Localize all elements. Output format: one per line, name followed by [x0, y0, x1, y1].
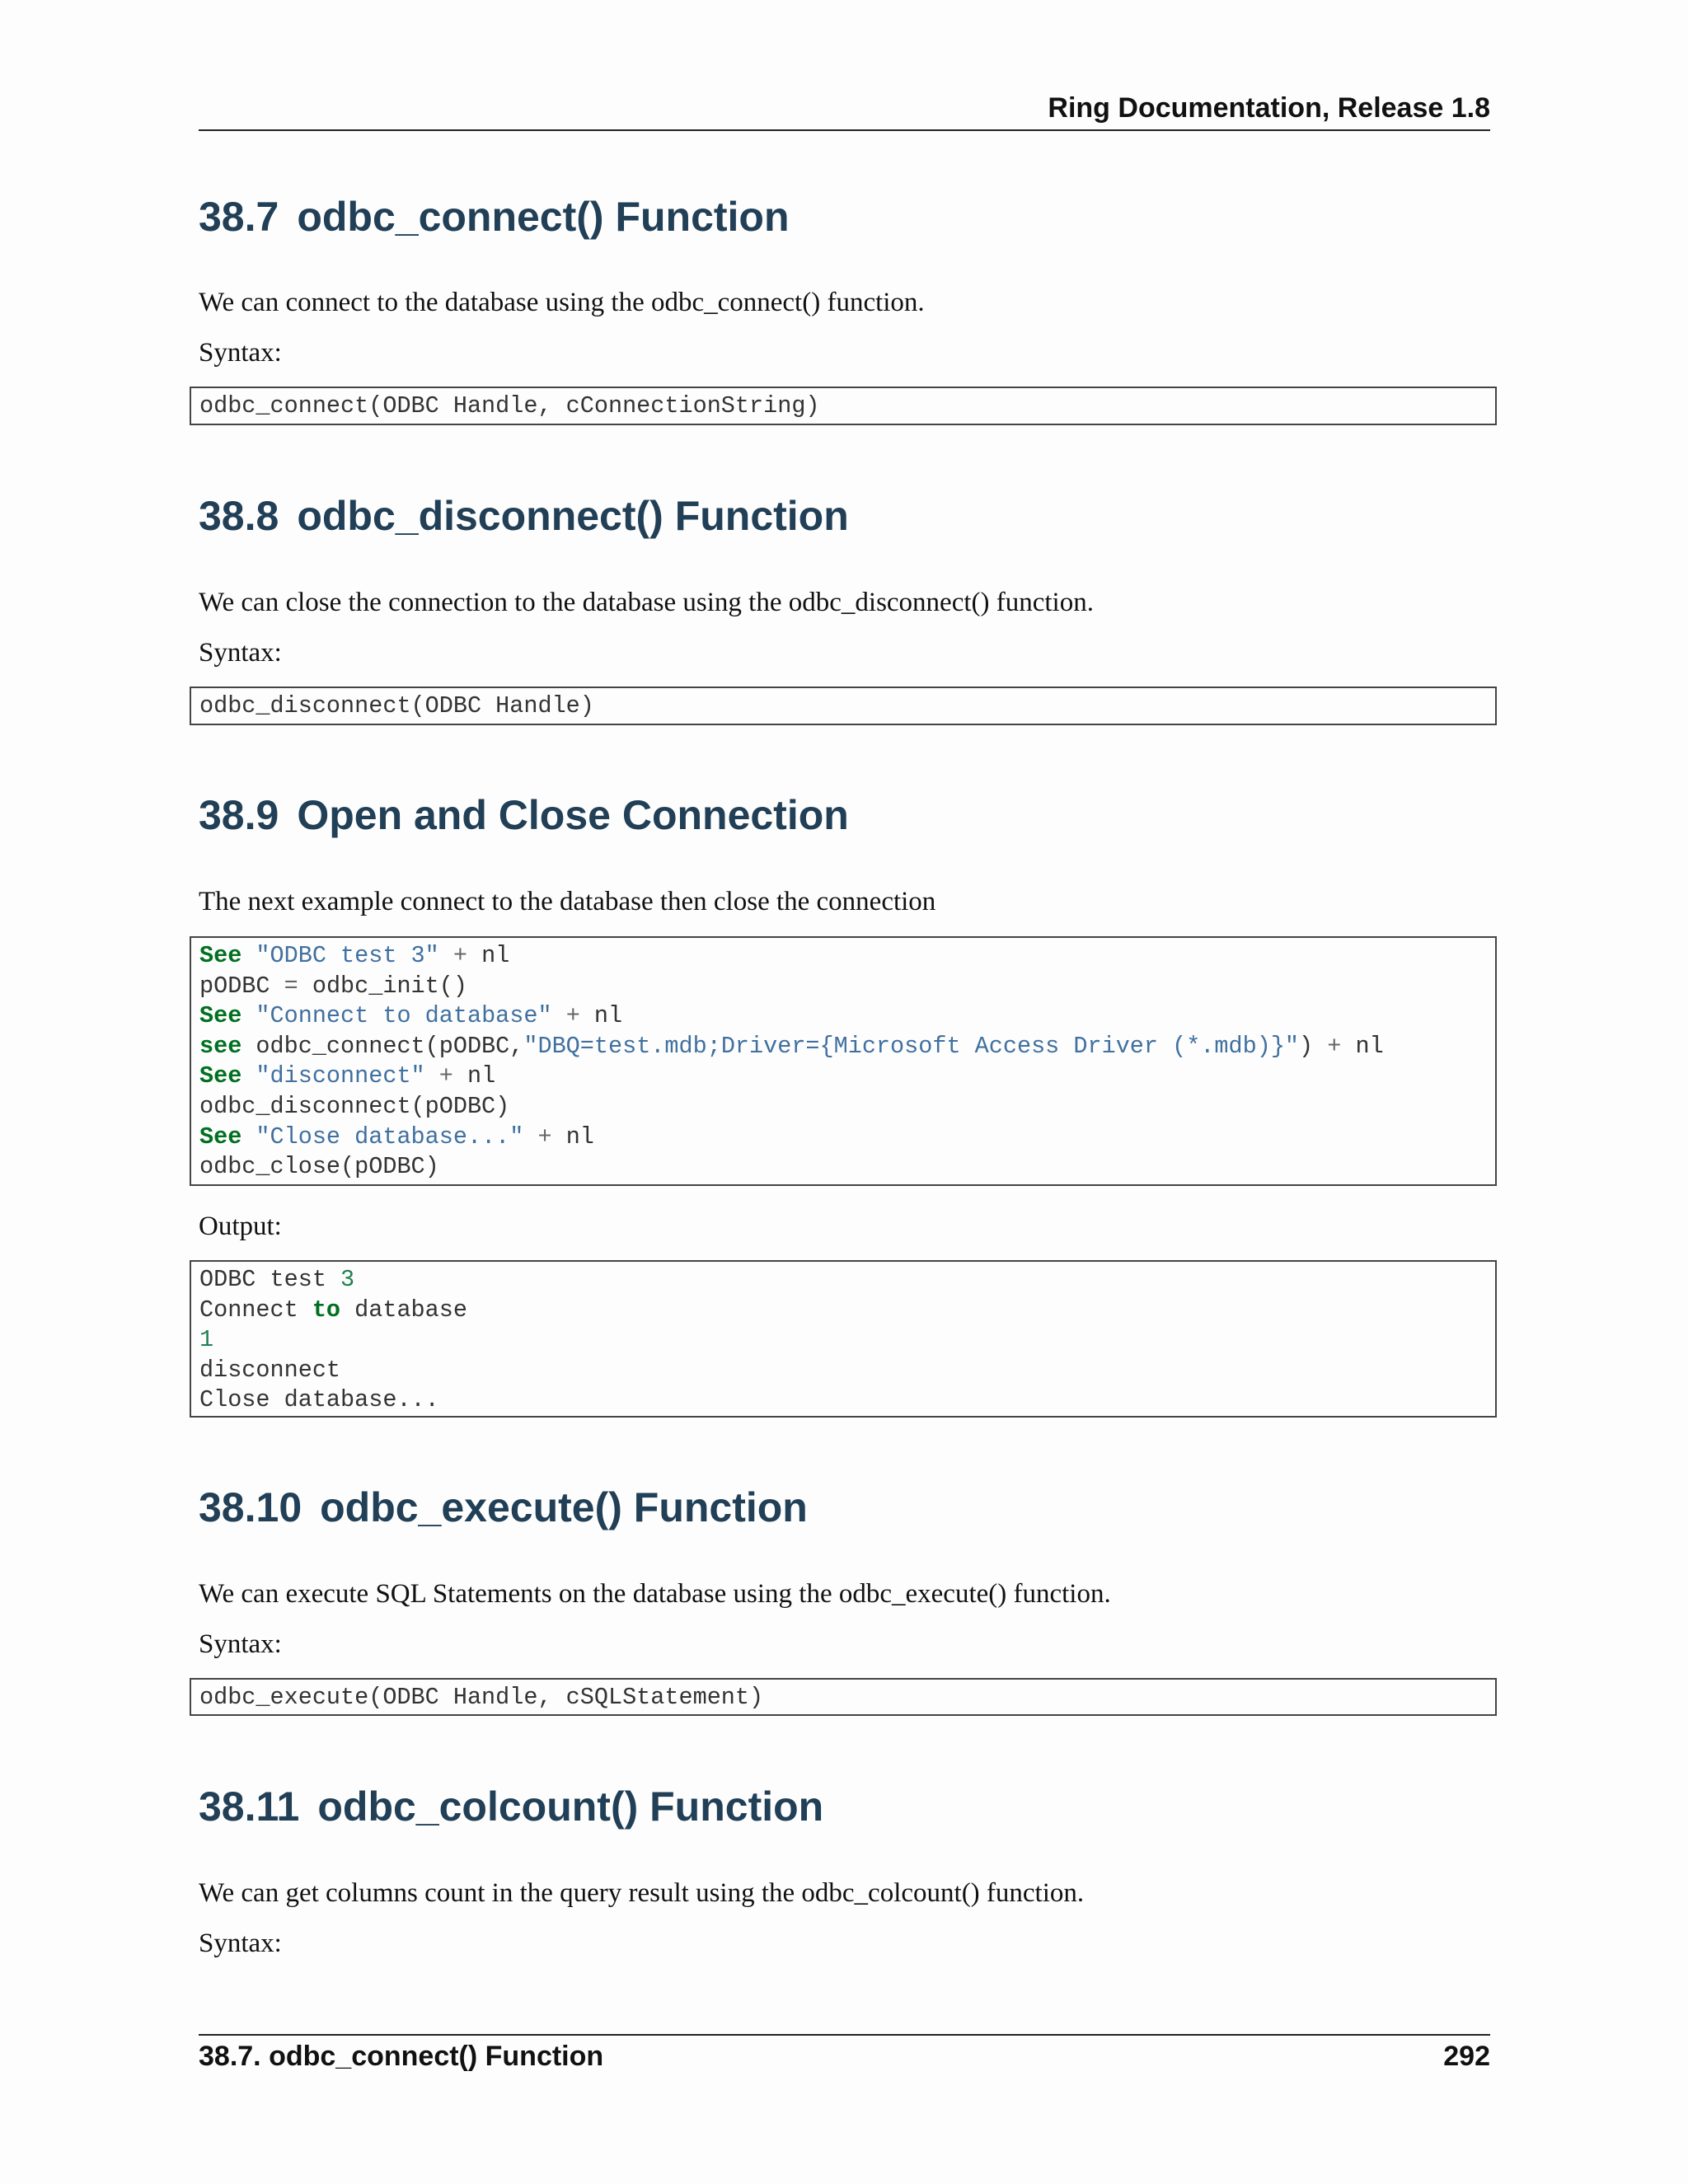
code-token	[241, 1062, 256, 1090]
code-token: database	[340, 1296, 467, 1324]
code-line	[199, 1032, 1495, 1062]
code-token: )	[1299, 1032, 1328, 1060]
syntax-label: Syntax:	[199, 638, 282, 668]
code-token: "disconnect"	[256, 1062, 425, 1090]
code-line	[199, 1356, 1495, 1386]
code-token: odbc_connect(pODBC,	[241, 1032, 524, 1060]
section-number: 38.11	[199, 1783, 300, 1830]
code-token: nl	[452, 1062, 496, 1090]
code-token: "DBQ=test.mdb;Driver={Microsoft Access Driver (*.mdb)}"	[523, 1032, 1300, 1060]
section-heading-38-11	[199, 1783, 823, 1830]
section-title: odbc_colcount() Function	[317, 1783, 824, 1830]
code-line	[199, 1122, 1495, 1153]
code-token	[523, 1123, 537, 1151]
code-token: odbc_init()	[298, 972, 467, 1000]
code-token: See	[199, 1062, 242, 1090]
footer-section-title: 38.7. odbc_connect() Function	[199, 2041, 604, 2072]
code-line: odbc_execute(ODBC Handle, cSQLStatement)	[199, 1684, 764, 1711]
section-intro: We can execute SQL Statements on the database using the odbc_execute() function.	[199, 1579, 1111, 1609]
code-token: See	[199, 942, 242, 969]
page-header-title: Ring Documentation, Release 1.8	[1048, 92, 1490, 124]
page-number: 292	[1443, 2041, 1490, 2072]
syntax-label: Syntax:	[199, 1629, 282, 1659]
header-divider	[199, 129, 1490, 131]
syntax-code-block	[190, 387, 1497, 425]
section-heading-38-7	[199, 193, 790, 241]
code-token: "Connect to database"	[256, 1002, 552, 1030]
code-token: see	[199, 1032, 242, 1060]
example-code-block	[190, 936, 1497, 1186]
output-code-block	[190, 1260, 1497, 1418]
section-intro: We can get columns count in the query result using the odbc_colcount() function.	[199, 1878, 1085, 1908]
syntax-code-block	[190, 1678, 1497, 1716]
code-token: 3	[340, 1266, 355, 1293]
code-line	[199, 1385, 1495, 1416]
code-line: odbc_connect(ODBC Handle, cConnectionString)	[199, 392, 820, 419]
section-title: odbc_disconnect() Function	[297, 493, 849, 539]
code-token	[425, 1062, 439, 1090]
code-line	[199, 972, 1495, 1002]
code-token: 1	[199, 1326, 214, 1354]
code-token: +	[537, 1122, 552, 1151]
code-line	[199, 1062, 1495, 1092]
code-line: odbc_disconnect(ODBC Handle)	[199, 692, 594, 719]
footer-divider	[199, 2034, 1490, 2036]
code-token: +	[438, 1062, 453, 1090]
code-token	[241, 942, 256, 969]
section-title: odbc_execute() Function	[320, 1484, 808, 1530]
code-line	[199, 941, 1495, 972]
syntax-label: Syntax:	[199, 1929, 282, 1958]
section-number: 38.8	[199, 493, 279, 539]
code-token: nl	[551, 1122, 594, 1151]
code-token: "ODBC test 3"	[256, 942, 439, 969]
section-heading-38-10	[199, 1483, 808, 1531]
code-token: Close database...	[199, 1386, 439, 1414]
code-token: +	[452, 942, 467, 969]
code-line	[199, 1296, 1495, 1326]
syntax-label: Syntax:	[199, 338, 282, 368]
code-token: disconnect	[199, 1356, 341, 1384]
code-line	[199, 1325, 1495, 1356]
section-number: 38.10	[199, 1484, 302, 1530]
code-token: +	[1327, 1032, 1342, 1060]
code-token: nl	[579, 1002, 623, 1030]
code-token: "Close database..."	[256, 1122, 524, 1151]
section-intro: The next example connect to the database then close the connection	[199, 887, 936, 916]
code-token: nl	[1341, 1032, 1384, 1060]
section-heading-38-9	[199, 791, 849, 839]
code-line	[199, 1092, 1495, 1122]
code-token	[241, 1123, 256, 1151]
code-token	[439, 942, 453, 969]
code-token	[241, 1002, 256, 1029]
code-token: Connect	[199, 1296, 312, 1324]
code-token: to	[312, 1296, 341, 1324]
code-line	[199, 1265, 1495, 1296]
section-number: 38.9	[199, 792, 279, 838]
code-token: See	[199, 1122, 242, 1151]
code-token: =	[284, 972, 298, 1000]
section-heading-38-8	[199, 492, 849, 540]
section-title: odbc_connect() Function	[297, 194, 790, 240]
code-line	[199, 1152, 1495, 1183]
code-token: odbc_disconnect(pODBC)	[199, 1092, 510, 1120]
code-token	[552, 1002, 566, 1029]
code-token: +	[565, 1002, 580, 1030]
code-token: nl	[467, 942, 510, 969]
section-intro: We can connect to the database using the odbc_connect() function.	[199, 288, 925, 317]
code-token: ODBC test	[199, 1266, 341, 1293]
code-line	[199, 1001, 1495, 1032]
output-label: Output:	[199, 1212, 282, 1241]
section-title: Open and Close Connection	[297, 792, 849, 838]
code-token: odbc_close(pODBC)	[199, 1153, 439, 1181]
section-number: 38.7	[199, 194, 279, 240]
code-token: See	[199, 1002, 242, 1030]
syntax-code-block	[190, 687, 1497, 725]
section-intro: We can close the connection to the database using the odbc_disconnect() function.	[199, 588, 1094, 617]
code-token: pODBC	[199, 972, 284, 1000]
